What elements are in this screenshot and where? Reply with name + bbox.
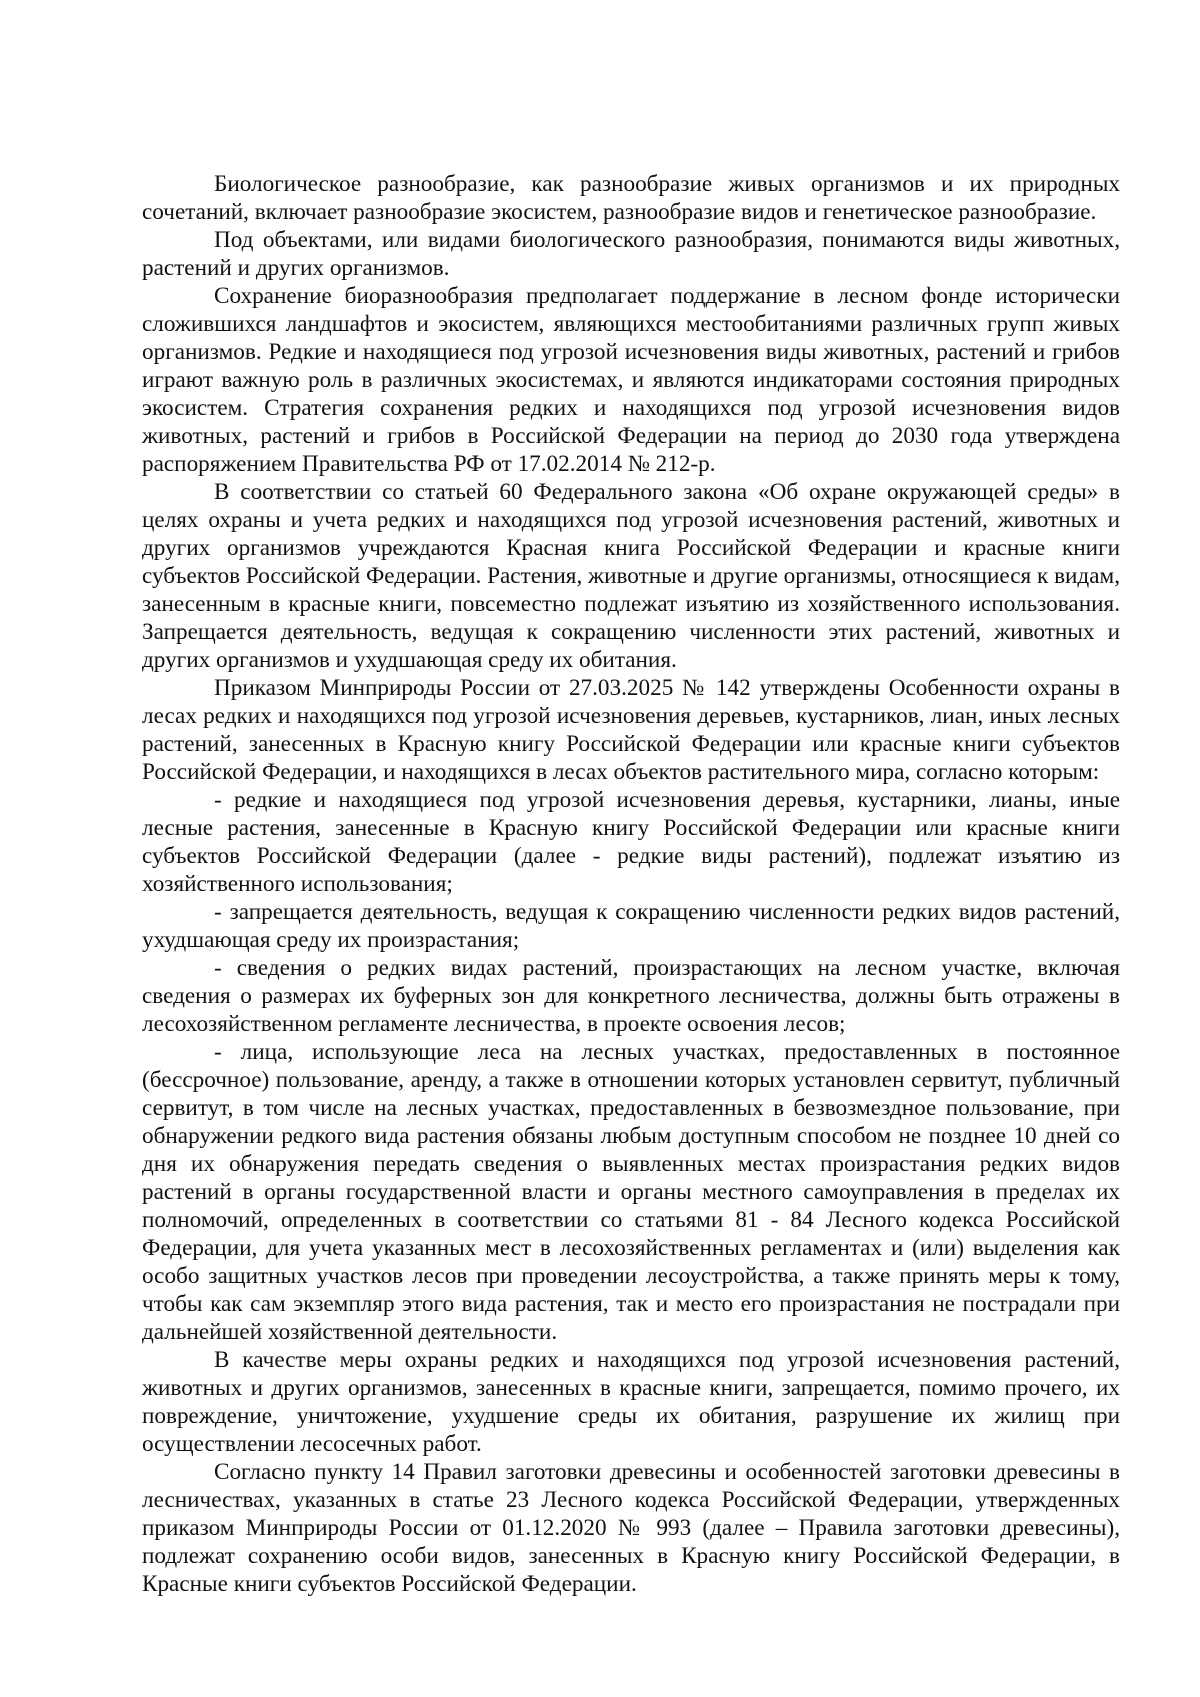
document-page (142, 170, 1120, 1598)
list-item-forest-users-obligations: - лица, использующие леса на лесных участках, предоставленных в постоянное (бессрочное) пользование, аренду, а также в отношении которых установлен сервитут, публичный сервитут, в том числе на лесных участках, предоставленных в безвозмездное пользование, при обнаружении редкого вида растения обязаны любым доступным способом не позднее 10 дней со дня их обнаружения передать сведения о выявленных местах произрастания редких видов растений в органы государственной власти и органы местного самоуправления в пределах их полномочий, определенных в соответствии со статьями 81 - 84 Лесного кодекса Российской Федерации, для учета указанных мест в лесохозяйственных регламентах и (или) выделения как особо защитных участков лесов при проведении лесоустройства, а также принять меры к тому, чтобы как сам экземпляр этого вида растения, так и место его произрастания не пострадали при дальнейшей хозяйственной деятельности. (142, 1039, 1120, 1345)
paragraph-biodiversity-conservation: Сохранение биоразнообразия предполагает поддержание в лесном фонде исторически сложившихся ландшафтов и экосистем, являющихся местообитаниями различных групп живых организмов. Редкие и находящиеся под угрозой исчезновения виды животных, растений и грибов играют важную роль в различных экосистемах, и являются индикаторами состояния природных экосистем. Стратегия сохранения редких и находящихся под угрозой исчезновения видов животных, растений и грибов в Российской Федерации на период до 2030 года утверждена распоряжением Правительства РФ от 17.02.2014 № 212-р. (142, 283, 1120, 477)
list-item-regulation-info: - сведения о редких видах растений, произрастающих на лесном участке, включая сведения о размерах их буферных зон для конкретного лесничества, должны быть отражены в лесохозяйственном регламенте лесничества, в проекте освоения лесов; (142, 955, 1120, 1037)
paragraph-article-60: В соответствии со статьей 60 Федерального закона «Об охране окружающей среды» в целях охраны и учета редких и находящихся под угрозой исчезновения растений, животных и других организмов учреждаются Красная книга Российской Федерации и красные книги субъектов Российской Федерации. Растения, животные и другие организмы, относящиеся к видам, занесенным в красные книги, повсеместно подлежат изъятию из хозяйственного использования. Запрещается деятельность, ведущая к сокращению численности этих растений, животных и других организмов и ухудшающая среду их обитания. (142, 479, 1120, 673)
list-item-activity-prohibited: - запрещается деятельность, ведущая к сокращению численности редких видов растений, ухудшающая среду их произрастания; (142, 899, 1120, 953)
paragraph-biodiversity-definition: Биологическое разнообразие, как разнообразие живых организмов и их природных сочетаний, включает разнообразие экосистем, разнообразие видов и генетическое разнообразие. (142, 171, 1120, 225)
paragraph-biodiversity-objects: Под объектами, или видами биологического разнообразия, понимаются виды животных, растений и других организмов. (142, 227, 1120, 281)
list-item-rare-plants-withdrawal: - редкие и находящиеся под угрозой исчезновения деревья, кустарники, лианы, иные лесные растения, занесенные в Красную книгу Российской Федерации или красные книги субъектов Российской Федерации (далее - редкие виды растений), подлежат изъятию из хозяйственного использования; (142, 787, 1120, 897)
paragraph-timber-harvesting-rules: Согласно пункту 14 Правил заготовки древесины и особенностей заготовки древесины в лесничествах, указанных в статье 23 Лесного кодекса Российской Федерации, утвержденных приказом Минприроды России от 01.12.2020 № 993 (далее – Правила заготовки древесины), подлежат сохранению особи видов, занесенных в Красную книгу Российской Федерации, в Красные книги субъектов Российской Федерации. (142, 1459, 1120, 1597)
paragraph-order-142: Приказом Минприроды России от 27.03.2025 № 142 утверждены Особенности охраны в лесах редких и находящихся под угрозой исчезновения деревьев, кустарников, лиан, иных лесных растений, занесенных в Красную книгу Российской Федерации или красные книги субъектов Российской Федерации, и находящихся в лесах объектов растительного мира, согласно которым: (142, 675, 1120, 785)
paragraph-logging-protection: В качестве меры охраны редких и находящихся под угрозой исчезновения растений, животных и других организмов, занесенных в красные книги, запрещается, помимо прочего, их повреждение, уничтожение, ухудшение среды их обитания, разрушение их жилищ при осуществлении лесосечных работ. (142, 1347, 1120, 1457)
